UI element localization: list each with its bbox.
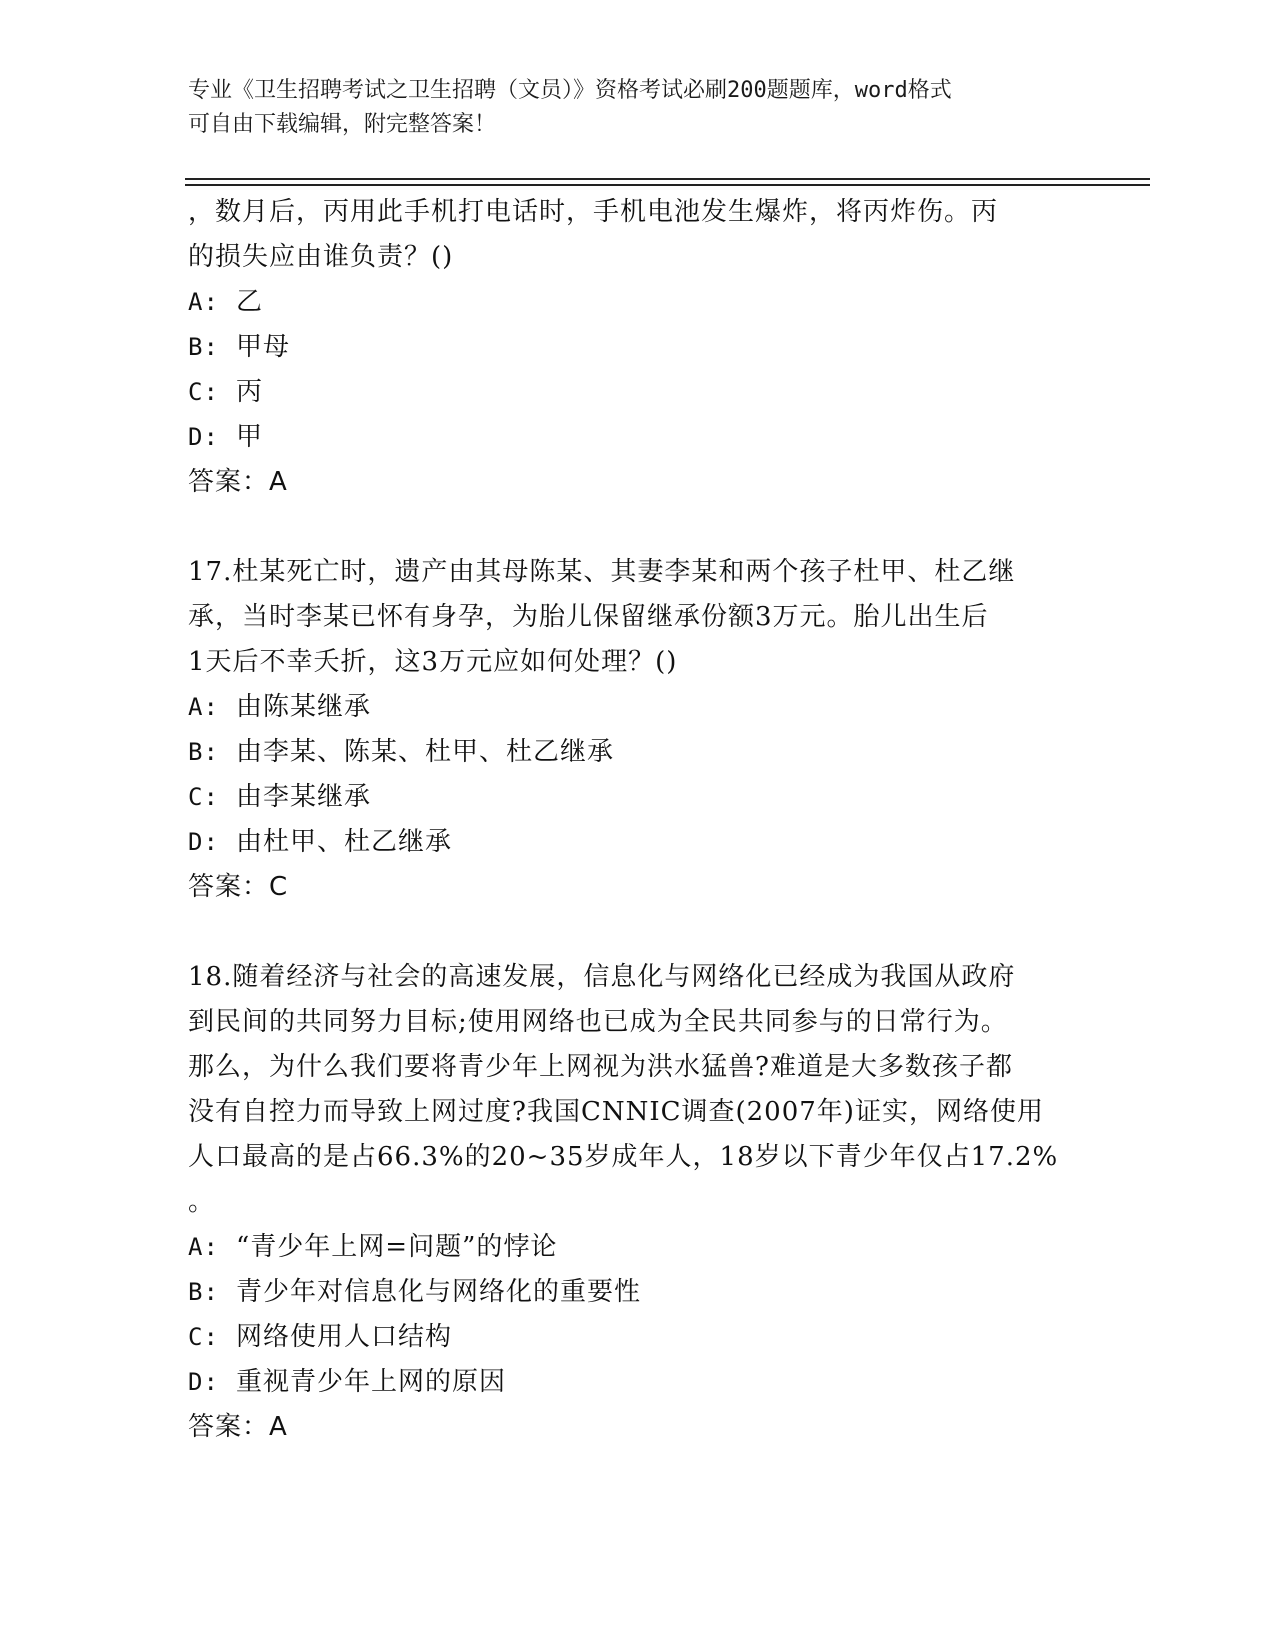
header-line-2: 可自由下载编辑，附完整答案！ [188,112,497,137]
header-line-1: 专业《卫生招聘考试之卫生招聘（文员）》资格考试必刷200题题库，word格式 [188,78,952,103]
answer: 答案：A [188,467,288,497]
option-label: B: [188,1278,219,1306]
question-stem-line: 。 [188,1187,216,1217]
option-a [188,1225,1088,1270]
answer: 答案：C [188,872,289,902]
option-label: C: [188,783,219,811]
option-c [188,775,1088,820]
header-rule-bottom [185,184,1150,186]
option-d [188,820,1088,865]
option-text: 丙 [236,377,264,407]
option-label: D: [188,1368,219,1396]
option-c [188,1315,1088,1360]
option-d [188,1360,1088,1405]
option-a [188,685,1088,730]
option-text: 乙 [236,287,264,317]
option-label: D: [188,423,219,451]
option-text: 网络使用人口结构 [236,1322,453,1352]
option-label: D: [188,828,219,856]
option-label: B: [188,333,219,361]
option-a [188,280,1088,325]
option-label: C: [188,1323,219,1351]
question-stem-line: 的损失应由谁负责？() [188,242,454,272]
question-stem-line: 人口最高的是占66.3%的20~35岁成年人，18岁以下青少年仅占17.2% [188,1142,1059,1172]
option-c [188,370,1088,415]
question-list [188,190,1088,1450]
option-b [188,1270,1088,1315]
option-text: 由杜甲、杜乙继承 [236,827,453,857]
answer: 答案：A [188,1412,288,1442]
option-d [188,415,1088,460]
option-text: 青少年对信息化与网络化的重要性 [236,1277,642,1307]
question-stem-line: 18.随着经济与社会的高速发展，信息化与网络化已经成为我国从政府 [188,962,1016,992]
option-text: 甲 [236,422,264,452]
option-b [188,730,1088,775]
question-stem-line: ，数月后，丙用此手机打电话时，手机电池发生爆炸，将丙炸伤。丙 [188,197,999,227]
question-stem-line: 到民间的共同努力目标;使用网络也已成为全民共同参与的日常行为。 [188,1007,1008,1037]
question-stem-line: 那么，为什么我们要将青少年上网视为洪水猛兽?难道是大多数孩子都 [188,1052,1013,1082]
option-text: 由李某、陈某、杜甲、杜乙继承 [236,737,615,767]
question-stem-line: 没有自控力而导致上网过度?我国CNNIC调查(2007年)证实，网络使用 [188,1097,1044,1127]
option-text: “青少年上网=问题”的悖论 [236,1232,558,1262]
option-b [188,325,1088,370]
question-stem-line: 1天后不幸夭折，这3万元应如何处理？() [188,647,678,677]
header-rule-top [185,178,1150,180]
option-text: 甲母 [236,332,291,362]
question-17 [188,550,1088,910]
option-text: 由李某继承 [236,782,372,812]
question-stem-line: 承，当时李某已怀有身孕，为胎儿保留继承份额3万元。胎儿出生后 [188,602,989,632]
option-label: A: [188,288,219,316]
option-label: A: [188,1233,219,1261]
option-label: C: [188,378,219,406]
option-text: 重视青少年上网的原因 [236,1367,507,1397]
option-label: A: [188,693,219,721]
question-16 [188,190,1088,505]
document-header [188,74,1088,142]
option-label: B: [188,738,219,766]
question-stem-line: 17.杜某死亡时，遗产由其母陈某、其妻李某和两个孩子杜甲、杜乙继 [188,557,1016,587]
option-text: 由陈某继承 [236,692,372,722]
question-18 [188,955,1088,1450]
